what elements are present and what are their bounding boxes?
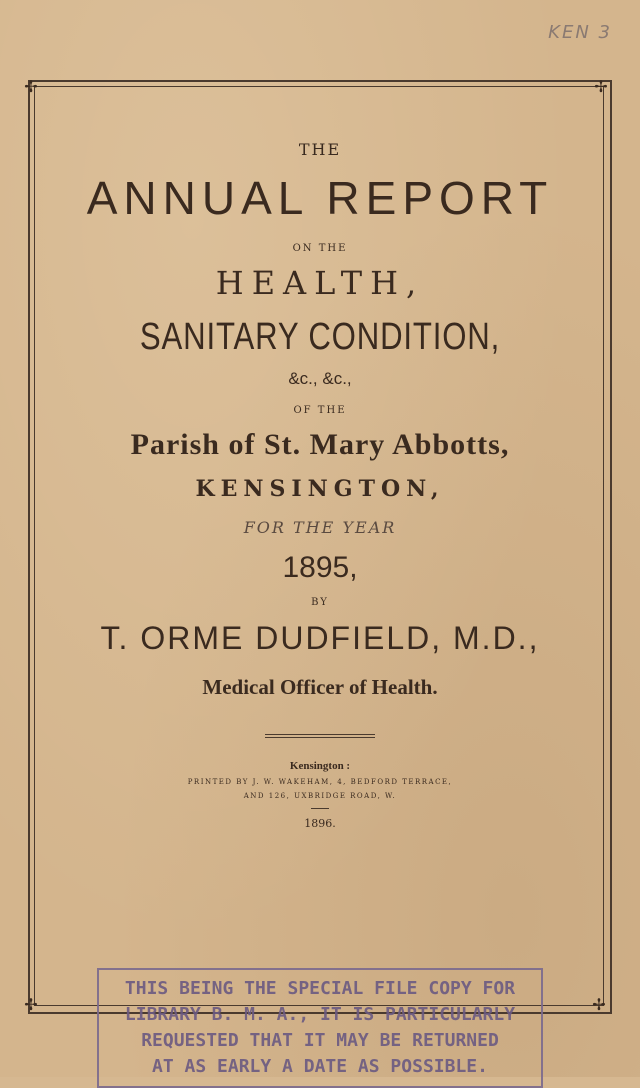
divider (265, 734, 375, 738)
for-the-year-label: FOR THE YEAR (243, 518, 397, 537)
imprint-address: AND 126, UXBRIDGE ROAD, W. (243, 792, 397, 800)
report-year: 1895, (282, 551, 358, 584)
district-name: KENSINGTON, (195, 476, 445, 502)
stamp-line: AT AS EARLY A DATE AS POSSIBLE. (152, 1056, 488, 1077)
imprint-place: Kensington : (289, 760, 351, 772)
on-the-label: ON THE (292, 243, 348, 254)
stamp-line: REQUESTED THAT IT MAY BE RETURNED (141, 1030, 499, 1051)
report-title: ANNUAL REPORT (86, 172, 554, 224)
corner-ornament-icon: ✢ (594, 77, 608, 96)
imprint-printer: PRINTED BY J. W. WAKEHAM, 4, BEDFORD TERRACE, (187, 778, 453, 786)
etc-label: &c., &c., (288, 369, 352, 388)
title-page (40, 140, 600, 830)
library-stamp (97, 968, 543, 1088)
by-label: BY (311, 597, 329, 608)
reference-mark: KEN 3 (548, 22, 612, 43)
corner-ornament-icon: ✢ (24, 995, 38, 1014)
imprint-date: 1896. (304, 817, 336, 830)
parish-name: Parish of St. Mary Abbotts, (130, 428, 510, 461)
corner-ornament-icon: ✢ (592, 995, 606, 1014)
corner-ornament-icon: ✢ (24, 77, 38, 96)
stamp-line: THIS BEING THE SPECIAL FILE COPY FOR (124, 978, 516, 999)
of-the-label: OF THE (293, 405, 347, 416)
stamp-line: LIBRARY B. M. A., IT IS PARTICULARLY (124, 1004, 516, 1025)
the-label: THE (298, 140, 342, 159)
sanitary-heading: SANITARY CONDITION, (139, 316, 501, 358)
health-heading: HEALTH, (215, 264, 425, 302)
small-divider (311, 808, 329, 809)
author-name: T. ORME DUDFIELD, M.D., (100, 620, 540, 656)
author-role: Medical Officer of Health. (202, 675, 438, 699)
